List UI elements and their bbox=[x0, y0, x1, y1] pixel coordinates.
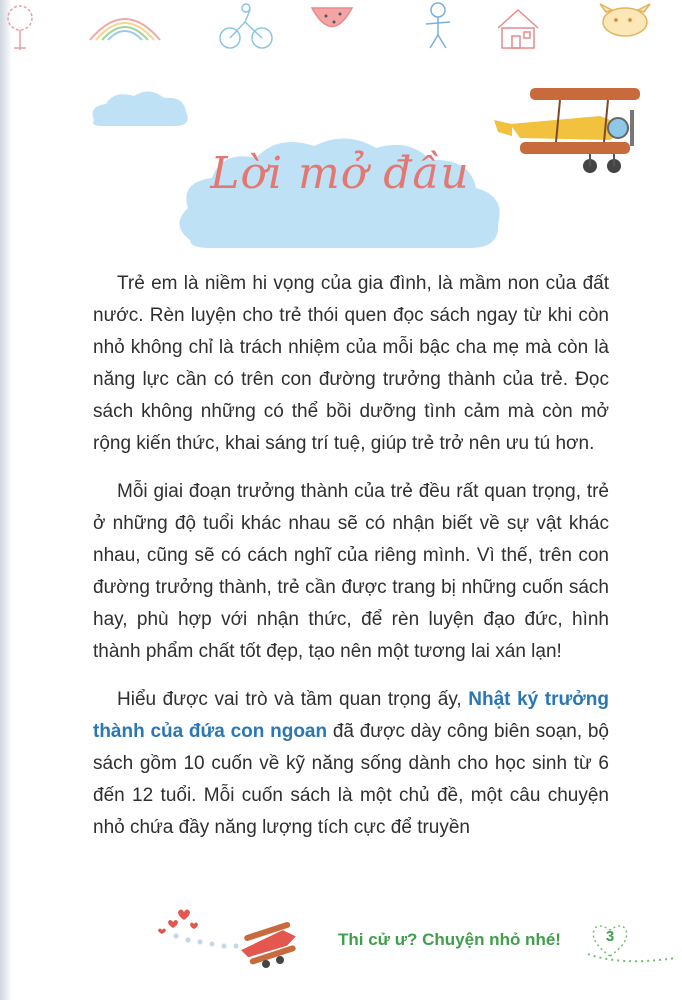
book-series-title: Nhật ký trưởng thành của đứa con ngoan bbox=[93, 689, 609, 742]
paragraph bbox=[93, 476, 609, 668]
body-text bbox=[93, 268, 609, 860]
page-number: 3 bbox=[605, 928, 615, 945]
header-doodles bbox=[0, 0, 682, 60]
bicycle-icon bbox=[220, 4, 272, 48]
paragraph bbox=[93, 268, 609, 460]
paragraph-text: Hiểu được vai trò và tầm quan trọng ấy, bbox=[117, 689, 469, 710]
watermelon-icon bbox=[312, 8, 352, 27]
stick-figure-icon bbox=[426, 3, 450, 48]
book-title-footer: Thi cử ư? Chuyện nhỏ nhé! bbox=[338, 930, 561, 949]
page-title: Lời mở đầu bbox=[210, 148, 470, 199]
rainbow-icon bbox=[90, 19, 160, 40]
biplane-icon bbox=[490, 80, 652, 180]
dog-icon bbox=[600, 4, 650, 36]
heart-icon bbox=[158, 910, 198, 935]
page-gutter-shadow bbox=[0, 0, 12, 1000]
paragraph-text: Trẻ em là niềm hi vọng của gia đình, là mầm non của đất nước. Rèn luyện cho trẻ thói quen đọc sách ngay từ khi còn nhỏ không chỉ là trách nhiệm của mỗi bậc cha mẹ mà còn là năng lực cần có trên con đường trưởng thành của trẻ. Đọc sách không những có thể bồi dưỡng tình cảm mà còn mở rộng kiến thức, khai sáng trí tuệ, giúp trẻ trở nên ưu tú hơn. bbox=[93, 273, 609, 454]
paragraph-text: đã được dày công biên soạn, bộ sách gồm 10 cuốn về kỹ năng sống dành cho học sinh từ 6 đến 12 tuổi. Mỗi cuốn sách là một chủ đề, một câu chuyện nhỏ chứa đầy năng lượng tích cực để truyền bbox=[93, 721, 609, 838]
paragraph bbox=[93, 684, 609, 844]
cloud-icon bbox=[84, 86, 194, 130]
house-icon bbox=[498, 10, 538, 48]
paragraph-text: Mỗi giai đoạn trưởng thành của trẻ đều rất quan trọng, trẻ ở những độ tuổi khác nhau sẽ có nhận biết về sự vật khác nhau, cũng sẽ có cách nghĩ của riêng mình. Vì thế, trên con đường trưởng thành, trẻ cần được trang bị những cuốn sách hay, phù hợp với nhận thức, để rèn luyện đạo đức, hình thành phẩm chất tốt đẹp, tạo nên một tương lai xán lạn! bbox=[93, 481, 609, 662]
tree-icon bbox=[8, 6, 32, 50]
footer-decoration bbox=[0, 900, 682, 1000]
biplane-icon bbox=[239, 921, 298, 968]
